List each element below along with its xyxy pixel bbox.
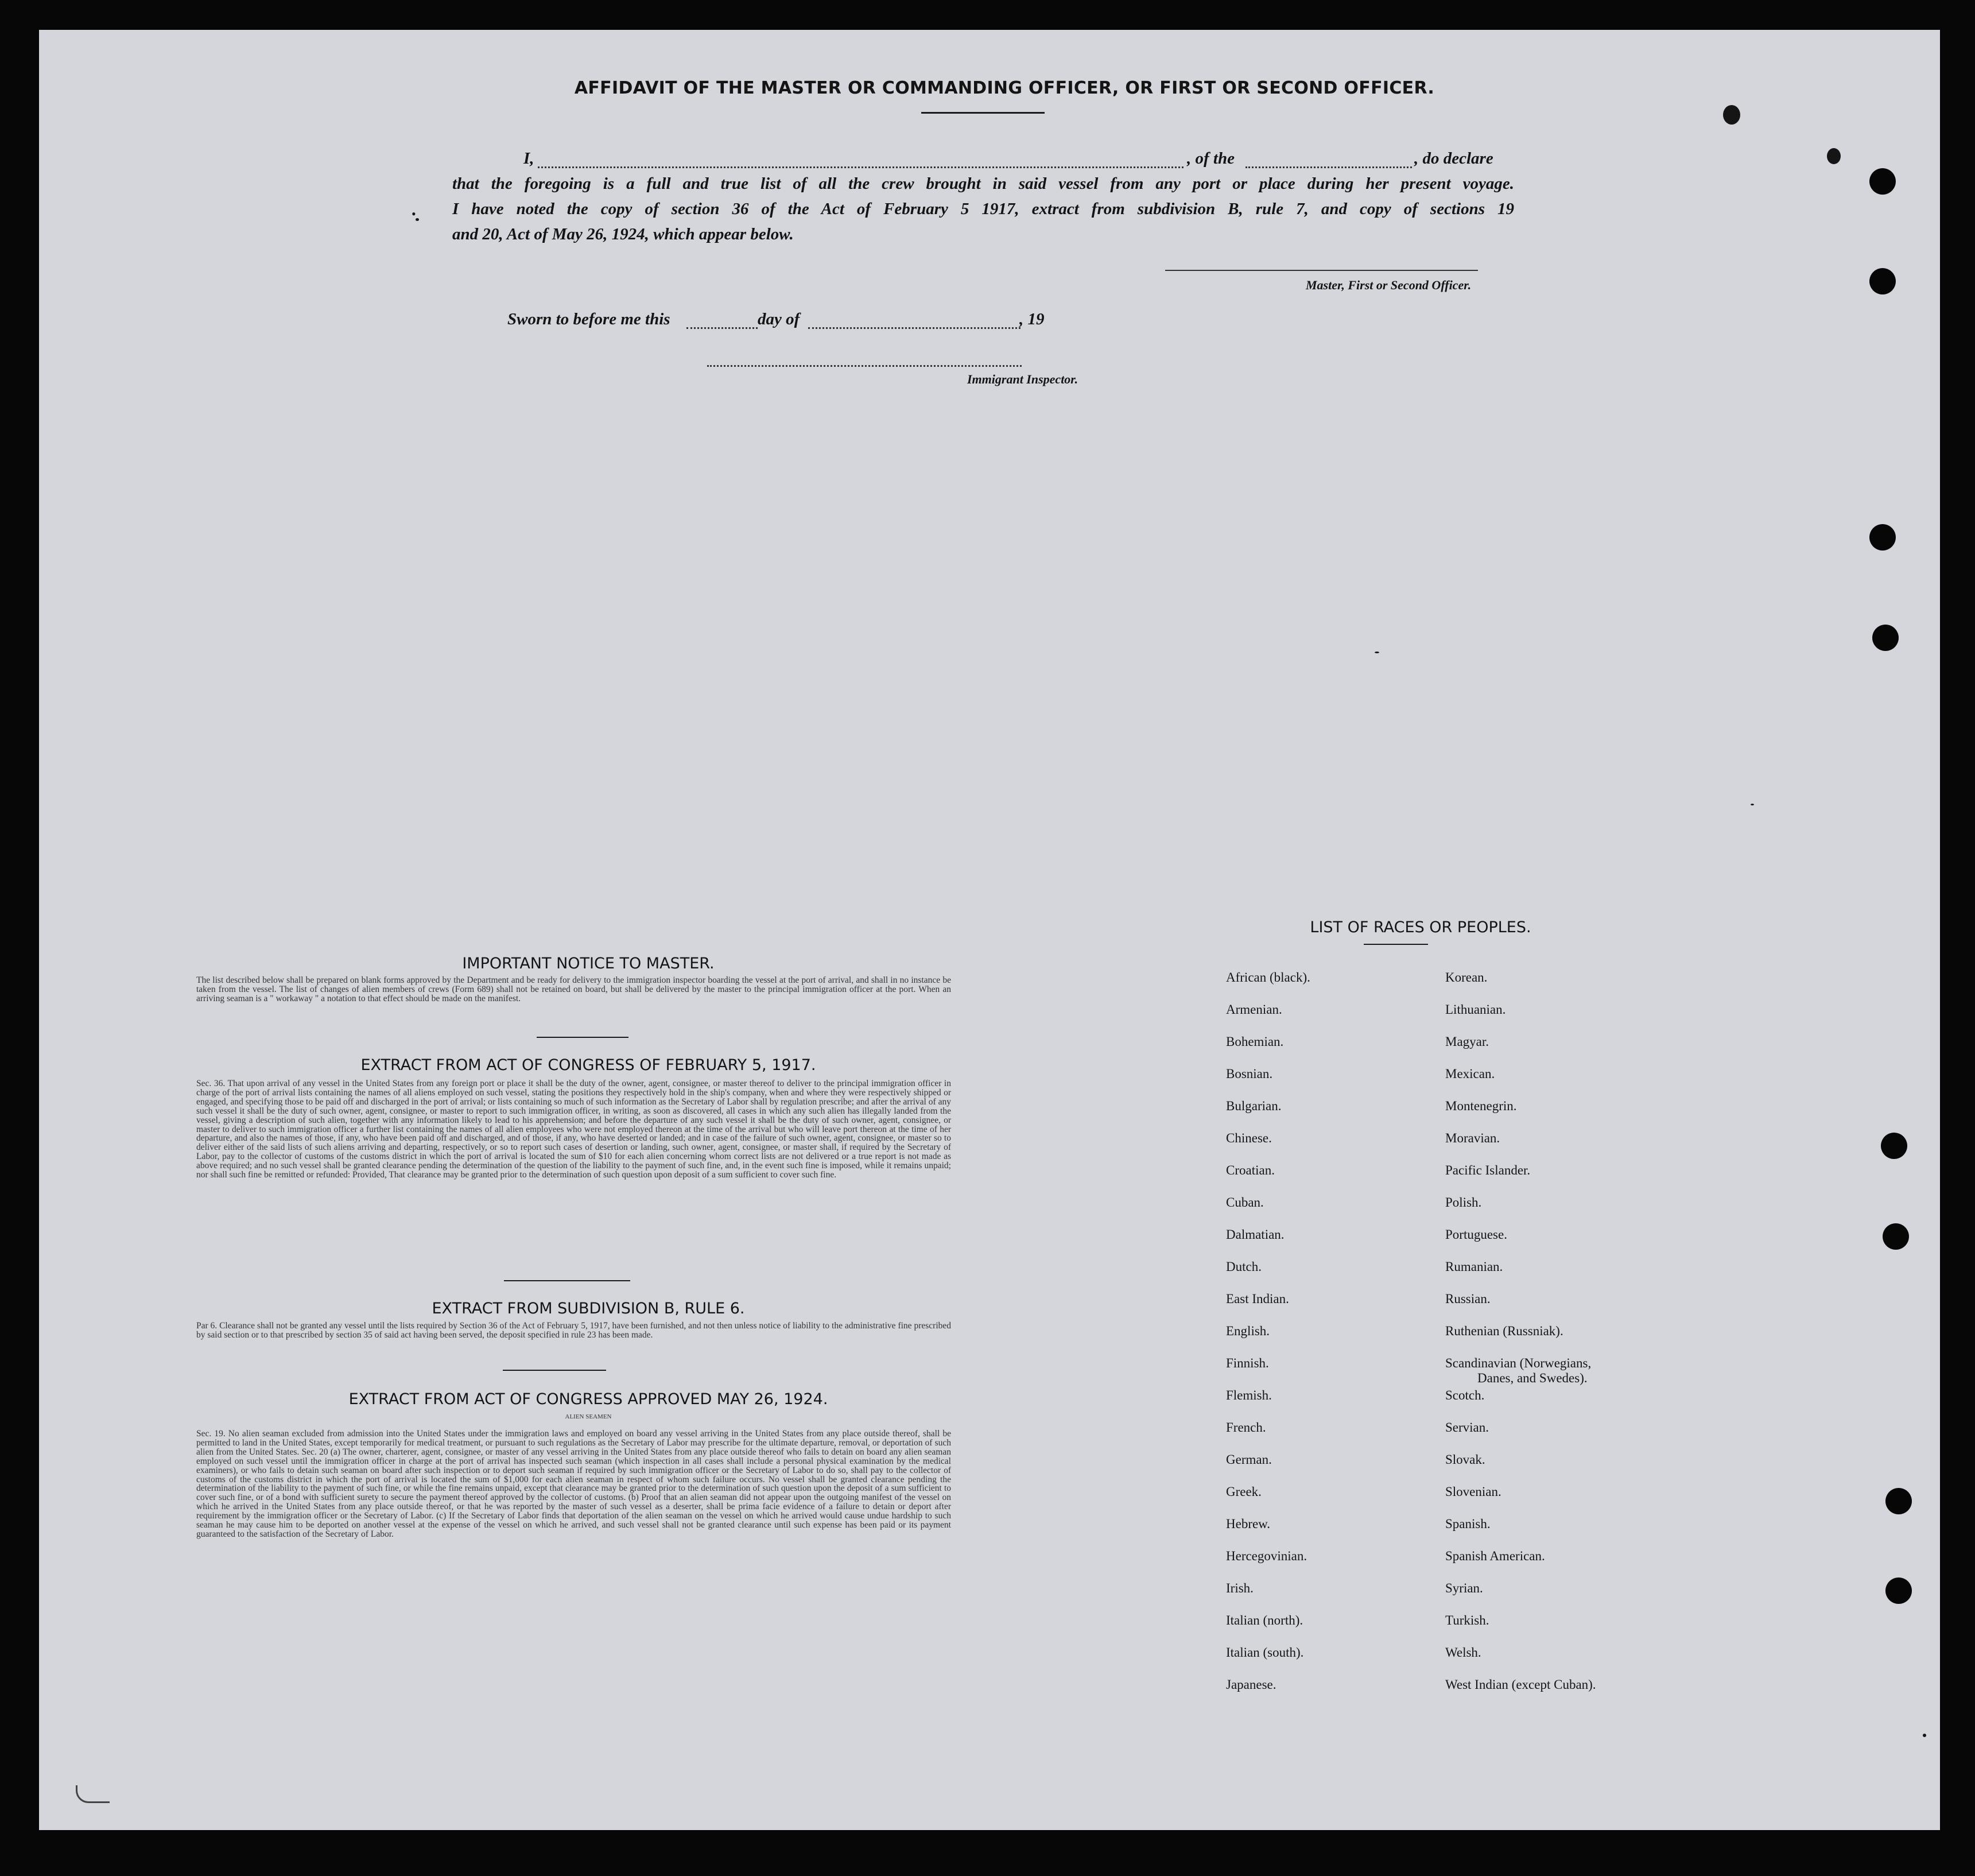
extract-1924-text: Sec. 19. No alien seaman excluded from admission into the United States under the immigration laws and employed on board any vessel arriving in the United States from any place outside thereof, shall be permitted to land in the United States, except temporarily for medical treatment, or pursuant to such regulations as the Secretary of Labor may prescribe for the ultimate departure, removal, or deportation of such alien from the United States. Sec. 20 (a) The owner, charterer, agent, consignee, or master of any vessel arriving in the United States from any place outside thereof who fails to detain on board any alien seaman employed on such vessel until the immigration officer in charge at the port of arrival has inspected such seaman (which inspection in all cases shall include a personal physical examination by the medical examiners), or who fails to detain such seaman on board after such inspection or to deport such seaman if required by such immigration officer or the Secretary of Labor to do so, shall pay to the collector of customs of the customs district in which the port of arrival is located the sum of $1,000 for each alien seaman in respect of whom such failure occurs. No vessel shall be granted clearance pending the determination of the liability to the payment of such fine, or while the fine remains unpaid, except that clearance may be granted prior to the determination of such question upon the deposit of a sum sufficient to cover such fine, or of a bond with sufficient surety to secure the payment thereof approved by the collector of customs. (b) Proof that an alien seaman did not appear upon the outgoing manifest of the vessel on which he arrived in the United States from any place outside thereof, or that he was reported by the master of such vessel as a deserter, shall be prima facie evidence of a failure to detain or deport after requirement by the immigration officer or the Secretary of Labor. (c) If the Secretary of Labor finds that deportation of the alien seaman on the vessel on which he arrived would cause undue hardship to such seaman he may cause him to be deported on another vessel at the expense of the vessel on which he arrived, and such vessel shall not be granted clearance until such expense has been paid or its payment guaranteed to the satisfaction of the Secretary of Labor. bbox=[196, 1429, 951, 1539]
race-item: Bohemian. bbox=[1226, 1034, 1284, 1049]
sworn-prefix: Sworn to before me this bbox=[507, 310, 670, 328]
races-title-underline bbox=[1364, 944, 1428, 945]
affidavit-title: AFFIDAVIT OF THE MASTER OR COMMANDING OFFICER, OR FIRST OR SECOND OFFICER. bbox=[574, 78, 1435, 98]
race-item: West Indian (except Cuban). bbox=[1445, 1677, 1596, 1692]
race-item: Cuban. bbox=[1226, 1195, 1264, 1210]
sworn-line bbox=[507, 310, 1150, 333]
master-signature-label: Master, First or Second Officer. bbox=[1306, 278, 1472, 292]
race-item: Syrian. bbox=[1445, 1581, 1483, 1595]
race-item: Spanish. bbox=[1445, 1517, 1491, 1531]
ink-speck bbox=[1375, 652, 1379, 653]
race-item: Ruthenian (Russniak). bbox=[1445, 1324, 1563, 1338]
race-item: Scandinavian (Norwegians, bbox=[1445, 1356, 1592, 1370]
ink-speck bbox=[1751, 804, 1754, 805]
sworn-day-of: day of bbox=[758, 310, 800, 328]
extract-1917-text: Sec. 36. That upon arrival of any vessel in the United States from any foreign port or place it shall be the duty of the owner, agent, consignee, or master thereof to deliver to the principal immigration officer in charge of the port of arrival lists containing the names of all aliens employed on such vessel, stating the positions they respectively hold in the ship's company, when and where they were respectively shipped or engaged, and specifying those to be paid off and discharged in the port of arrival; or lists containing so much of such information as the Secretary of Labor shall by regulation prescribe; and after the arrival of any such vessel it shall be the duty of such owner, agent, consignee, or master to report to such immigration officer, in writing, as soon as discovered, all cases in which any such alien has illegally landed from the vessel, giving a description of such alien, together with any information likely to lead to his apprehension; and before the departure of any such vessel it shall be the duty of such owner, agent, consignee, or master to deliver to such immigration officer a further list containing the names of all alien employees who were not employed thereon at the time of the arrival but who will leave port thereon at the time of her departure, and also the names of those, if any, who have been paid off and discharged, and of those, if any, who have deserted or landed; and in case of the failure of such owner, agent, consignee, or master so to deliver either of the said lists of such aliens arriving and departing, respectively, or so to report such cases of desertion or landing, such owner, agent, consignee, or master shall, if required by the Secretary of Labor, pay to the collector of customs of the customs district in which the port of arrival is located the sum of $10 for each alien concerning whom correct lists are not delivered or a true report is not made as above required; and no such vessel shall be granted clearance pending the determination of the question of the liability to the payment of such fine, and, in the event such fine is imposed, while it remains unpaid; nor shall such fine be remitted or refunded: Provided, That clearance may be granted prior to the determination of such question upon deposit of a sum sufficient to cover such fine. bbox=[196, 1079, 951, 1180]
pencil-mark bbox=[76, 1785, 110, 1803]
race-item: Hebrew. bbox=[1226, 1517, 1271, 1531]
race-item: German. bbox=[1226, 1452, 1272, 1467]
race-item: Bulgarian. bbox=[1226, 1099, 1282, 1113]
ink-speck bbox=[1923, 1734, 1926, 1737]
race-item: Japanese. bbox=[1226, 1677, 1276, 1692]
extract-1924-title: EXTRACT FROM ACT OF CONGRESS APPROVED MAY 26, 1924. bbox=[348, 1390, 828, 1408]
declarant-prefix: I, bbox=[523, 149, 534, 168]
race-item: Croatian. bbox=[1226, 1163, 1275, 1177]
race-item: Slovenian. bbox=[1445, 1484, 1501, 1499]
declaration-line-2: that the foregoing is a full and true list of all the crew brought in said vessel from any port or place during her present voyage. bbox=[452, 175, 1514, 193]
declarant-name-field[interactable] bbox=[538, 166, 1184, 168]
race-item: Servian. bbox=[1445, 1420, 1489, 1435]
race-item: Mexican. bbox=[1445, 1067, 1495, 1081]
race-item: Dutch. bbox=[1226, 1259, 1262, 1274]
race-item: Moravian. bbox=[1445, 1131, 1500, 1145]
race-item: African (black). bbox=[1226, 970, 1310, 984]
declaration-line-1 bbox=[523, 149, 1514, 172]
race-item: East Indian. bbox=[1226, 1292, 1289, 1306]
ink-speck bbox=[1827, 148, 1841, 164]
binder-hole bbox=[1869, 168, 1896, 195]
race-item: Polish. bbox=[1445, 1195, 1482, 1210]
race-item: Armenian. bbox=[1226, 1002, 1282, 1017]
race-item: Italian (south). bbox=[1226, 1645, 1304, 1660]
race-item: Pacific Islander. bbox=[1445, 1163, 1531, 1177]
race-item: Portuguese. bbox=[1445, 1227, 1507, 1242]
race-item: Turkish. bbox=[1445, 1613, 1489, 1627]
race-item: Chinese. bbox=[1226, 1131, 1272, 1145]
declaration-line-3: I have noted the copy of section 36 of the Act of February 5 1917, extract from subdivision B, rule 7, and copy of sections 19 bbox=[452, 200, 1514, 218]
race-item: Russian. bbox=[1445, 1292, 1491, 1306]
race-item: Bosnian. bbox=[1226, 1067, 1273, 1081]
races-title: LIST OF RACES OR PEOPLES. bbox=[1310, 918, 1531, 936]
extract-1924-subtitle: ALIEN SEAMEN bbox=[565, 1413, 612, 1420]
inspector-signature-line[interactable] bbox=[707, 365, 1022, 367]
section-divider bbox=[503, 1370, 606, 1371]
race-item: Italian (north). bbox=[1226, 1613, 1303, 1627]
race-item: Korean. bbox=[1445, 970, 1488, 984]
declaration-line-4: and 20, Act of May 26, 1924, which appear below. bbox=[452, 225, 794, 243]
extract-1917-title: EXTRACT FROM ACT OF CONGRESS OF FEBRUARY 5, 1917. bbox=[360, 1056, 816, 1074]
race-item: Hercegovinian. bbox=[1226, 1549, 1307, 1563]
race-item: English. bbox=[1226, 1324, 1270, 1338]
vessel-connector: , of the bbox=[1187, 149, 1235, 168]
rule6-title: EXTRACT FROM SUBDIVISION B, RULE 6. bbox=[432, 1300, 745, 1317]
race-item: Magyar. bbox=[1445, 1034, 1489, 1049]
notice-title: IMPORTANT NOTICE TO MASTER. bbox=[462, 955, 715, 972]
sworn-year: , 19 bbox=[1019, 310, 1045, 328]
race-item: Scotch. bbox=[1445, 1388, 1485, 1402]
binder-hole bbox=[1872, 625, 1899, 651]
sworn-month-field[interactable] bbox=[808, 327, 1021, 329]
section-divider bbox=[504, 1280, 630, 1281]
ink-speck bbox=[1723, 105, 1740, 125]
race-item: Lithuanian. bbox=[1445, 1002, 1506, 1017]
binder-hole bbox=[1883, 1223, 1909, 1250]
race-item: Rumanian. bbox=[1445, 1259, 1503, 1274]
binder-hole bbox=[1885, 1488, 1912, 1514]
race-item: Slovak. bbox=[1445, 1452, 1485, 1467]
binder-hole bbox=[1869, 524, 1896, 551]
race-item: Finnish. bbox=[1226, 1356, 1269, 1370]
race-item: Montenegrin. bbox=[1445, 1099, 1517, 1113]
section-divider bbox=[537, 1037, 628, 1038]
ink-speck bbox=[416, 218, 419, 221]
binder-hole bbox=[1869, 268, 1896, 294]
race-item: Dalmatian. bbox=[1226, 1227, 1285, 1242]
binder-hole bbox=[1881, 1133, 1907, 1159]
race-item: Flemish. bbox=[1226, 1388, 1272, 1402]
binder-hole bbox=[1885, 1577, 1912, 1604]
master-signature-line[interactable] bbox=[1165, 270, 1478, 271]
race-item-continuation: Danes, and Swedes). bbox=[1477, 1371, 1588, 1385]
inspector-label: Immigrant Inspector. bbox=[967, 372, 1078, 386]
notice-text: The list described below shall be prepared on blank forms approved by the Department and be ready for delivery to the immigration inspector boarding the vessel at the port of arrival, and shall in no instance be taken from the vessel. The list of changes of alien members of crews (Form 689) shall not be retained on board, but shall be delivered by the master to the principal immigration officer at the port. When an arriving seaman is a " workaway " a notation to that effect should be made on the manifest. bbox=[196, 976, 951, 1003]
title-underline bbox=[921, 112, 1045, 114]
sworn-day-field[interactable] bbox=[686, 327, 758, 329]
race-item: Spanish American. bbox=[1445, 1549, 1545, 1563]
race-item: Irish. bbox=[1226, 1581, 1254, 1595]
margin-mark: • bbox=[412, 207, 416, 221]
declare-suffix: , do declare bbox=[1414, 149, 1493, 168]
race-item: Welsh. bbox=[1445, 1645, 1481, 1660]
race-item: Greek. bbox=[1226, 1484, 1262, 1499]
race-item: French. bbox=[1226, 1420, 1266, 1435]
vessel-name-field[interactable] bbox=[1245, 166, 1412, 168]
rule6-text: Par 6. Clearance shall not be granted any vessel until the lists required by Section 36 of the Act of February 5, 1917, have been furnished, and not then unless notice of liability to the administrative fine prescribed by said section or to that prescribed by section 35 of said act having been served, the deposit specified in rule 23 has been made. bbox=[196, 1321, 951, 1340]
